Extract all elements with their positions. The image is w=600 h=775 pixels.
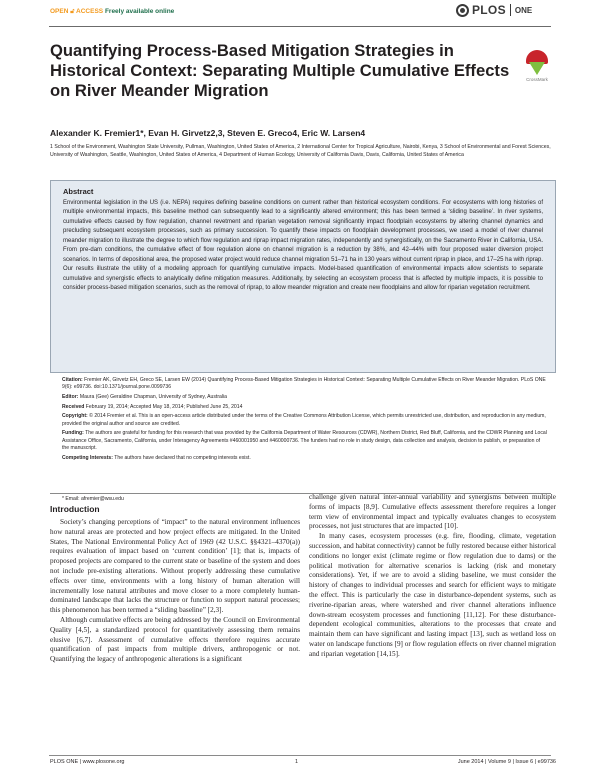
citation xyxy=(62,377,547,392)
editor-text: Maura (Gee) Geraldine Chapman, University of Sydney, Australia xyxy=(79,394,227,400)
copyright-text: © 2014 Fremier et al. This is an open-access article distributed under the terms of the Creative Commons Attribution License, which permits unrestricted use, distribution, and reproduction in any medium, provided the original author and source are credited. xyxy=(62,413,546,427)
article-metadata xyxy=(62,377,547,464)
logo-divider xyxy=(510,4,511,16)
footer-page-number: 1 xyxy=(295,759,299,765)
abstract-box xyxy=(50,180,556,373)
competing-interests xyxy=(62,455,547,462)
interests-label: Competing Interests: xyxy=(62,454,113,461)
intro-paragraph-1: Society’s changing perceptions of “impact” to the natural environment influences how natural areas are protected and how project effects are mitigated. In the United States, The National Environmental Policy Act of 1969 (42 U.S.C. §§4321–4370(a)) requires evaluation of impact based on ‘current condition’ [1]; that is, impacts of proposed projects are compared to the current state or baseline of the system and does not include pre-existing alterations. Without properly addressing these cumulative effects over time, environments with a long history of human alteration will incrementally lose natural attributes and move closer to a more completely human-dominated landscape that lacks the structure or function to support natural processes; this phenomenon has been termed a “sliding baseline” [2,3]. xyxy=(50,518,300,615)
logo-one-text: ONE xyxy=(514,5,533,15)
affiliations: 1 School of the Environment, Washington State University, Pullman, Washington, United States of America, 2 International Center for Tropical Agriculture, Nairobi, Kenya, 3 School of Environmental and Forest Sciences, University of Washington, Seattle, Washington, United States of America, 4 Department of Human Ecology, University of California Davis, Davis, California, United States of America xyxy=(50,144,551,158)
dates-text: February 19, 2014; Accepted May 18, 2014; Published June 25, 2014 xyxy=(85,403,243,410)
intro-paragraph-2: Although cumulative effects are being addressed by the Council on Environmental Quality [4,5], a standardized protocol for quantitatively assessing them remains elusive [6,7]. Assessment of cumulative effects therefore requires accurate quantification of past impacts from multiple drivers, anthropogenic or not. Quantifying the legacy of anthropogenic alterations is a significant xyxy=(50,615,300,664)
open-access-banner xyxy=(50,8,174,16)
plos-one-logo[interactable] xyxy=(456,3,532,17)
freely-available-label: Freely available online xyxy=(104,8,175,15)
dates xyxy=(62,404,547,411)
intro-paragraph-3: In many cases, ecosystem processes (e.g. fire, flooding, climate, vegetation succession, and habitat connectivity) cannot be fully restored because either historical conditions no longer exist (climate regime or flow regulation due to dams) or the political motivation for alternative scenarios is lacking (risk and monetary considerations). Yet, if we are to avoid a sliding baseline, we must consider the history of changes to individual processes and search for efficient ways to mitigate the effect. This is particularly the case in disturbance-dependent systems, such as riverine-riparian areas, where watershed and river channel alterations influence down-stream ecosystem processes and functioning [11,12]. For these disturbance-dependent ecological communities, alterations to the processes that create and maintain them can have significant and lasting impact [13], such as wetland loss on water on landscape functions [9] or flow regulation effects on river channel migration and riparian vegetation [14,15]. xyxy=(309,532,556,658)
crossmark-icon xyxy=(526,50,548,76)
author-list: Alexander K. Fremier1*, Evan H. Girvetz2,3, Steven E. Greco4, Eric W. Larsen4 xyxy=(50,128,366,138)
header-rule xyxy=(49,26,551,27)
copyright-label: Copyright: xyxy=(62,413,88,420)
citation-text: Fremier AK, Girvetz EH, Greco SE, Larsen EW (2014) Quantifying Process-Based Mitigation Strategies in Historical Context: Separating Multiple Cumulative Effects on River Meander Migration. PLoS ONE 9(6): e99736. doi:10.1371/journal.pone.0099736 xyxy=(62,377,546,391)
introduction-heading: Introduction xyxy=(50,504,100,514)
access-label: ACCESS xyxy=(76,8,104,15)
funding-text: The authors are grateful for funding for this research that was provided by the California Department of Water Resources (CDWR), Northern District, Red Bluff, California, and the CDWR Planning and Local Assistance Office, Sacramento, California, under Interagency Agreements #460001950 and #460000736. The funders had no role in study design, data collection and analysis, decision to publish, or preparation of the manuscript. xyxy=(62,430,547,451)
footer-issue: June 2014 | Volume 9 | Issue 6 | e99736 xyxy=(457,759,556,765)
logo-plos-text: PLOS xyxy=(472,3,506,17)
footer-journal: PLOS ONE | www.plosone.org xyxy=(50,759,125,765)
editor-label: Editor: xyxy=(62,394,79,400)
funding-label: Funding: xyxy=(62,430,84,437)
corresponding-email[interactable]: * Email: afremier@wsu.edu xyxy=(62,496,124,502)
open-access-label: OPEN xyxy=(50,8,69,15)
article-title: Quantifying Process-Based Mitigation Strategies in Historical Context: Separating Multiple Cumulative Effects on River Meander Migration xyxy=(50,41,510,100)
dates-label: Received xyxy=(62,403,85,410)
footer-rule xyxy=(49,755,551,756)
abstract-text: Environmental legislation in the US (i.e. NEPA) requires defining baseline conditions on current rather than historical ecosystem conditions. For ecosystems with long histories of multiple environmental impacts, this baseline method can subsequently lead to a significantly altered environment; this has been termed a ‘sliding baseline’. In river systems, cumulative effects caused by flow regulation, channel revetment and riparian vegetation removal significantly impact floodplain ecosystems by altering channel dynamics and precluding subsequent ecosystem processes, such as primary succession. To quantify these impacts on floodplain development processes, we used a model of river channel meander migration to illustrate the degree to which flow regulation and riprap impact migration rates, independently and synergistically, on the Sacramento River in California, USA. From pre-dam conditions, the cumulative effect of flow regulation alone on channel migration is a reduction by 38%, and 42–44% with four proposed water diversion project scenarios. In terms of depositional area, the proposed water project would reduce channel migration 51–71 ha in 130 years without current riprap in place, and 17–25 ha with riprap. Our results illustrate the utility of a modeling approach for quantifying cumulative impacts. Model-based quantification of environmental impacts allow scientists to separate cumulative and synergistic effects to analytically define mitigation measures. Additionally, by selecting an ecosystem process that is affected by multiple impacts, it is possible to consider process-based mitigation scenarios, such as the removal of riprap, to allow meander migration and create new floodplains and allow for riparian vegetation recruitment. xyxy=(63,200,543,292)
body-column-left xyxy=(50,518,300,665)
funding xyxy=(62,430,547,452)
intro-paragraph-2-continued: challenge given natural inter-annual variability and synergisms between multiple forms of impacts [8,9]. Cumulative effects assessment therefore requires a longer term view of environmental impact and typically evaluates changes to ecosystem processes, not just structures that are impacted [10]. xyxy=(309,493,556,531)
interests-text: The authors have declared that no competing interests exist. xyxy=(114,454,251,461)
abstract-heading: Abstract xyxy=(63,187,94,196)
crossmark-badge[interactable] xyxy=(519,50,555,82)
citation-label: Citation: xyxy=(62,377,83,383)
body-column-right xyxy=(309,493,556,660)
copyright xyxy=(62,413,547,428)
crossmark-label: CrossMark xyxy=(526,77,548,82)
plos-logo-icon xyxy=(456,4,469,17)
open-access-icon: 🔓︎ xyxy=(70,8,75,15)
editor xyxy=(62,394,547,401)
